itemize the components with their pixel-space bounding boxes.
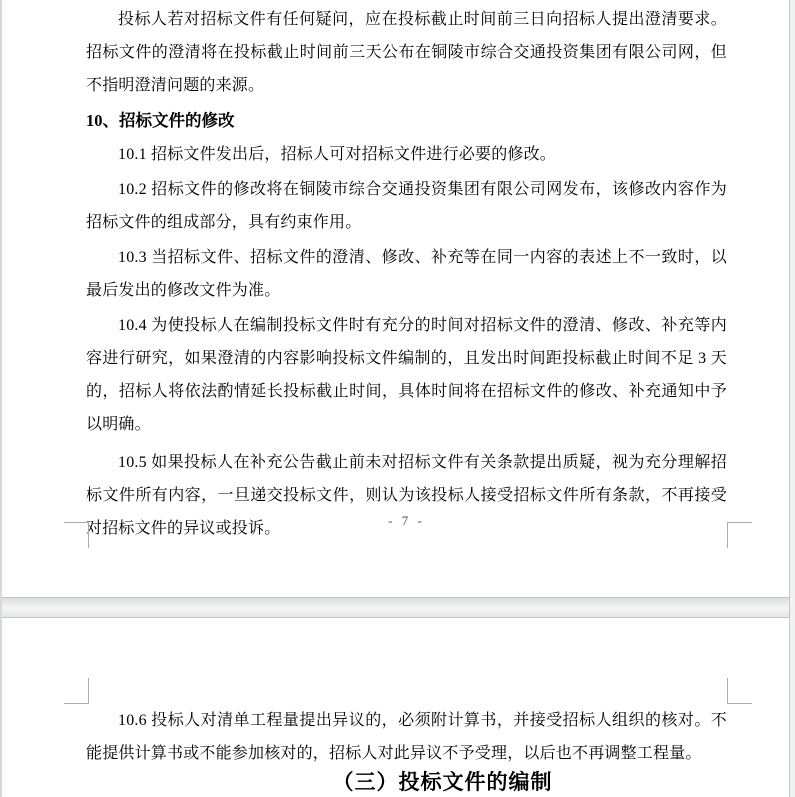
margin-mark-bottom-right	[727, 522, 752, 548]
document-page-8	[2, 618, 789, 797]
paragraph-10-3: 10.3 当招标文件、招标文件的澄清、修改、补充等在同一内容的表述上不一致时，以最后发出的修改文件为准。	[86, 249, 727, 299]
page-8-text-column	[86, 704, 727, 797]
document-page-7	[2, 0, 789, 597]
paragraph-clarification-request: 投标人若对招标文件有任何疑问，应在投标截止时间前三日向招标人提出澄清要求。招标文件的澄清将在投标截止时间前三天公布在铜陵市综合交通投资集团有限公司网，但不指明澄清问题的来源。	[86, 11, 727, 94]
paragraph-10-5: 10.5 如果投标人在补充公告截止前未对招标文件有关条款提出质疑，视为充分理解招标文件所有内容，一旦递交投标文件，则认为该投标人接受招标文件所有条款，不再接受对招标文件的异议或投诉。	[86, 454, 727, 537]
paragraph-10-1: 10.1 招标文件发出后，招标人可对招标文件进行必要的修改。	[118, 146, 557, 163]
paragraph-10-4: 10.4 为使投标人在编制投标文件时有充分的时间对招标文件的澄清、修改、补充等内容进行研究，如果澄清的内容影响投标文件编制的，且发出时间距投标截止时间不足 3 天的，招标人将依法酌情延长投标截止时间，具体时间将在招标文件的修改、补充通知中予以明确。	[86, 317, 727, 433]
margin-mark-bottom-left	[64, 522, 89, 548]
margin-mark-top-left	[64, 678, 89, 704]
page-number-footer: - 7 -	[388, 513, 425, 528]
paragraph-10-2: 10.2 招标文件的修改将在铜陵市综合交通投资集团有限公司网发布，该修改内容作为招标文件的组成部分，具有约束作用。	[86, 181, 727, 231]
heading-section-3-bid-preparation: （三）投标文件的编制	[332, 770, 553, 794]
page-break-gap	[0, 597, 790, 618]
page-7-text-column	[86, 3, 727, 547]
page-left-edge-line	[0, 0, 2, 797]
margin-mark-top-right	[727, 678, 752, 704]
window-right-edge	[790, 0, 795, 797]
heading-section-10-modification: 10、招标文件的修改	[86, 111, 235, 130]
paragraph-10-6: 10.6 投标人对清单工程量提出异议的，必须附计算书，并接受招标人组织的核对。不能提供计算书或不能参加核对的，招标人对此异议不予受理，以后也不再调整工程量。	[86, 712, 727, 762]
